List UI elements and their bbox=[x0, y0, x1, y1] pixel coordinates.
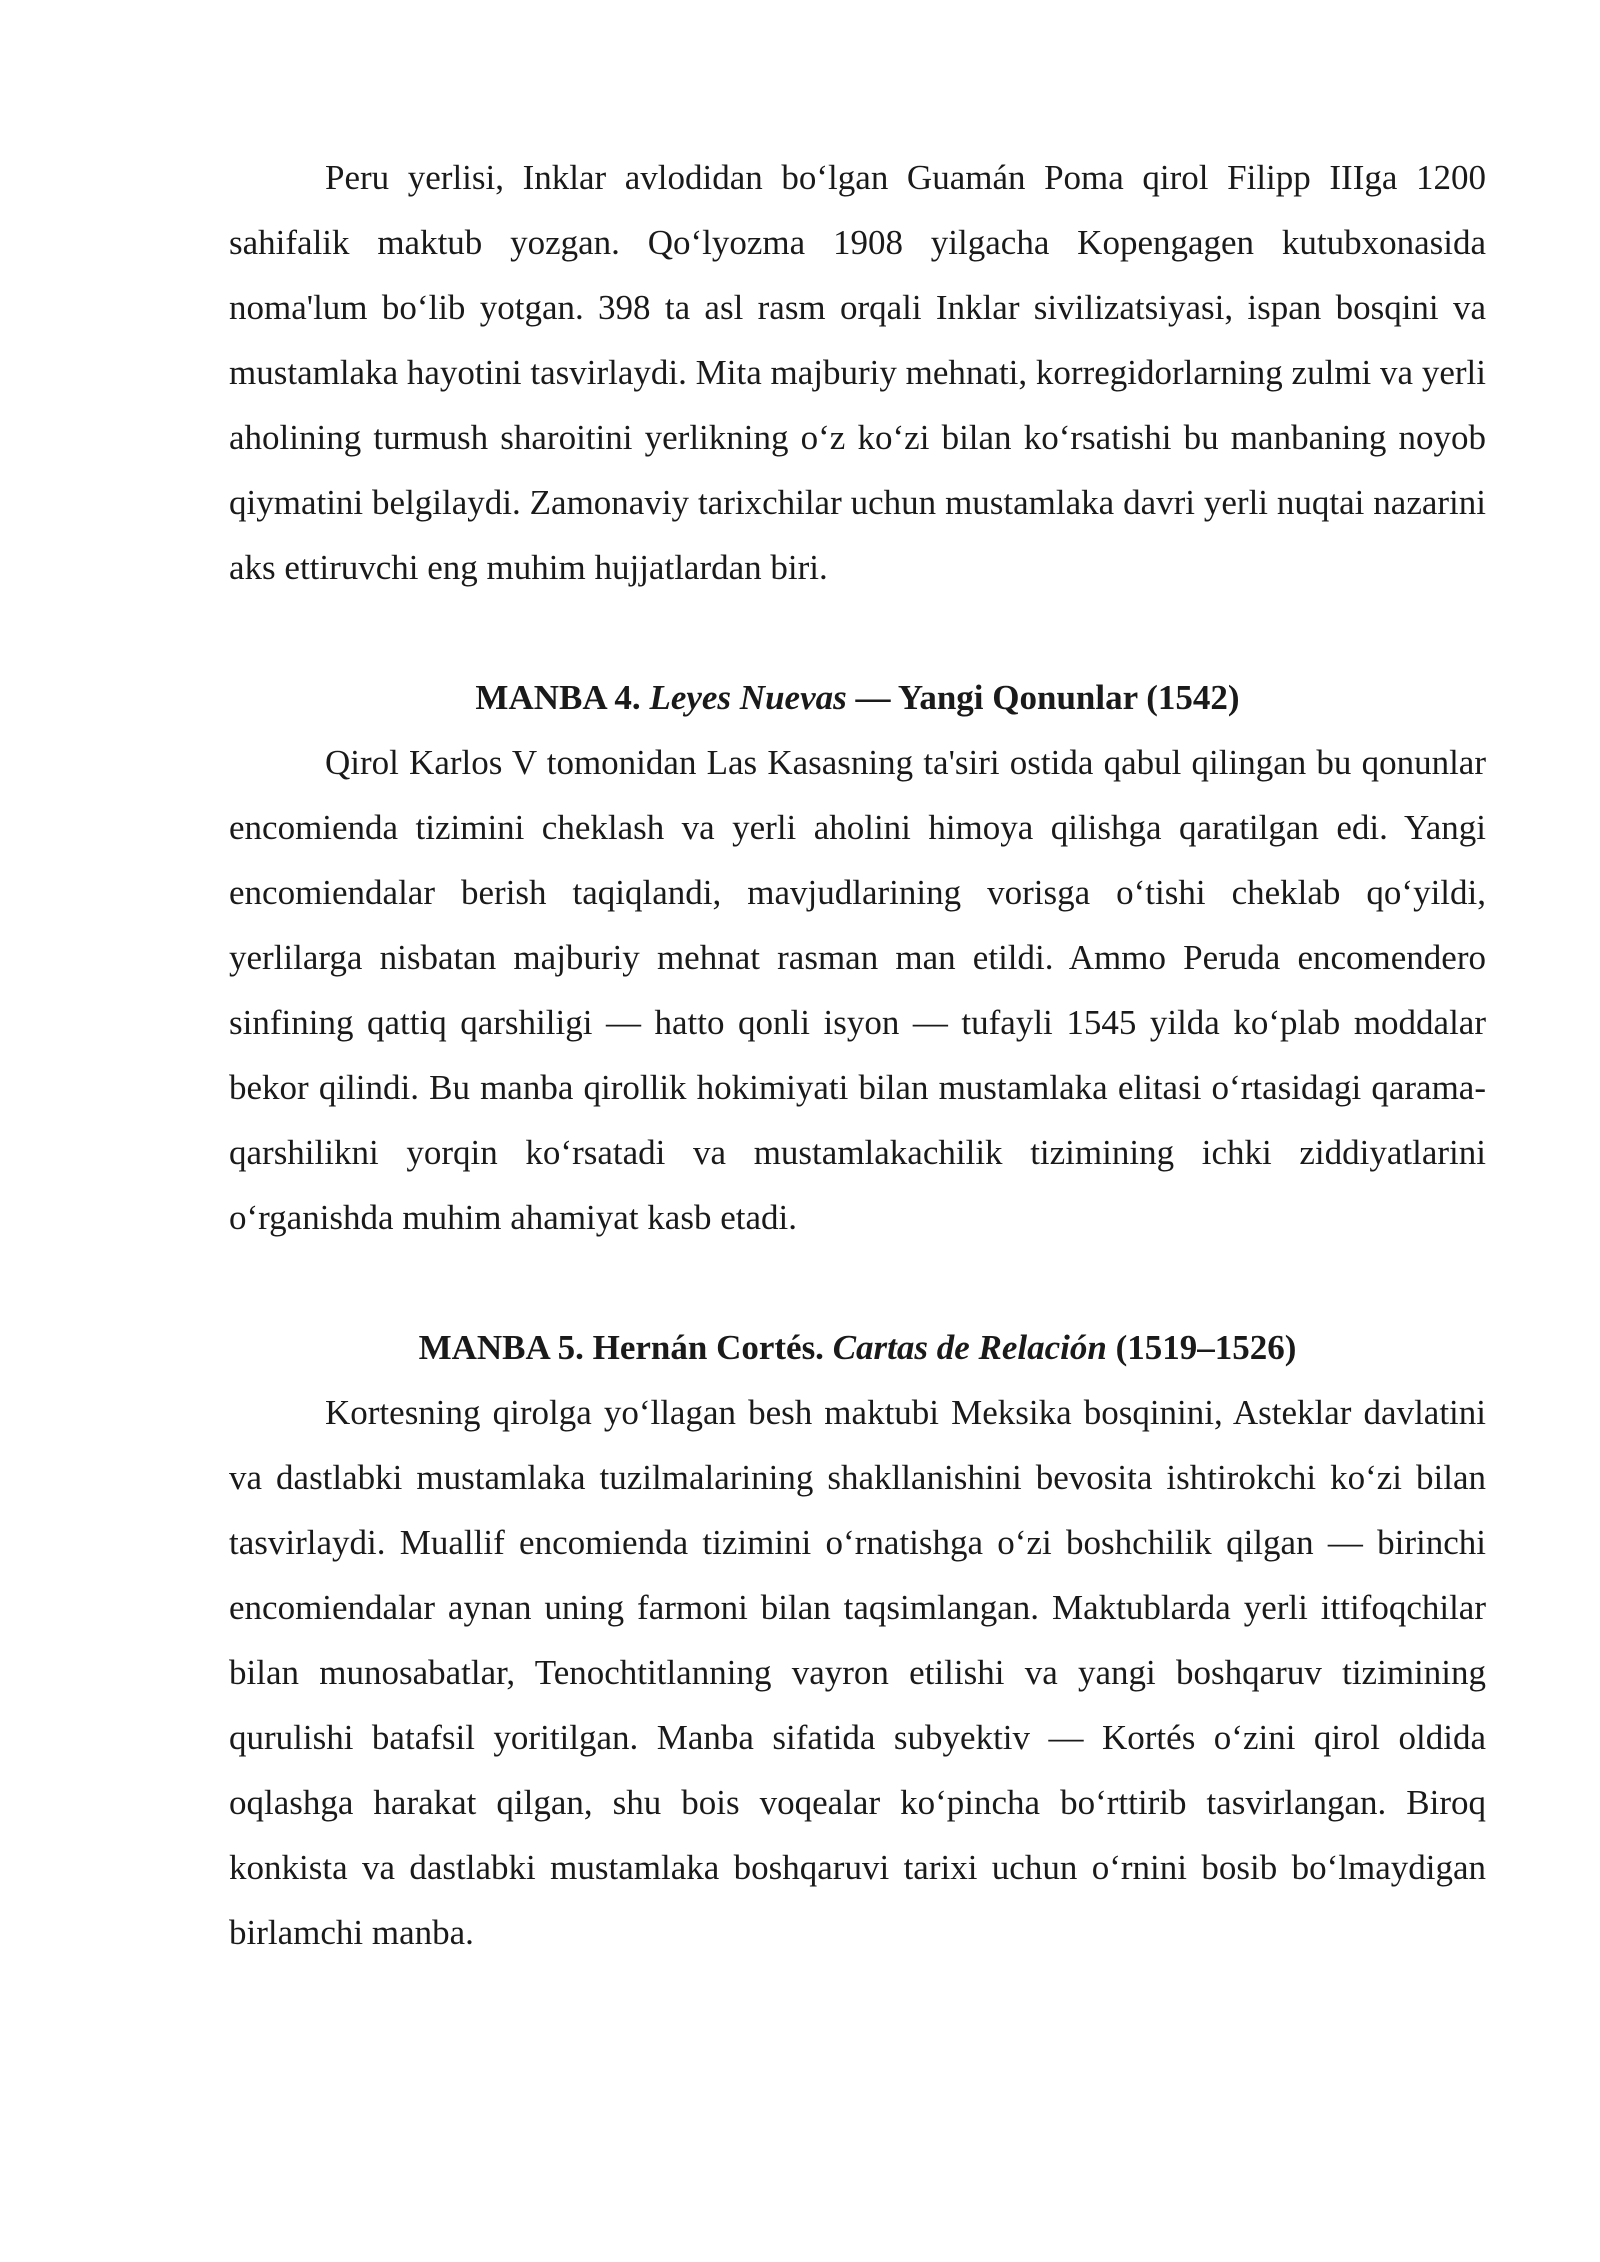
source5-heading bbox=[229, 1315, 1486, 1380]
source4-heading-title: Leyes Nuevas bbox=[649, 678, 847, 717]
source4-heading-prefix: MANBA 4. bbox=[475, 678, 650, 717]
source5-body: Kortesning qirolga yo‘llagan besh maktubi Meksika bosqinini, Asteklar davlatini va dastlabki mustamlaka tuzilmalarining shakllanishini bevosita ishtirokchi ko‘zi bilan tasvirlaydi. Muallif encomienda tizimini o‘rnatishga o‘zi boshchilik qilgan — birinchi encomiendalar aynan uning farmoni bilan taqsimlangan. Maktublarda yerli ittifoqchilar bilan munosabatlar, Tenochtitlanning vayron etilishi va yangi boshqaruv tizimining qurulishi batafsil yoritilgan. Manba sifatida subyektiv — Kortés o‘zini qirol oldida oqlashga harakat qilgan, shu bois voqealar ko‘pincha bo‘rttirib tasvirlangan. Biroq konkista va dastlabki mustamlaka boshqaruvi tarixi uchun o‘rnini bosib bo‘lmaydigan birlamchi manba. bbox=[229, 1393, 1486, 1952]
source5-heading-prefix: MANBA 5. Hernán Cortés. bbox=[418, 1328, 833, 1367]
source5-heading-suffix: (1519–1526) bbox=[1106, 1328, 1297, 1367]
section-spacer bbox=[229, 600, 1486, 665]
intro-paragraph: Peru yerlisi, Inklar avlodidan bo‘lgan Guamán Poma qirol Filipp IIIga 1200 sahifalik maktub yozgan. Qo‘lyozma 1908 yilgacha Kopengagen kutubxonasida noma'lum bo‘lib yotgan. 398 ta asl rasm orqali Inklar sivilizatsiyasi, ispan bosqini va mustamlaka hayotini tasvirlaydi. Mita majburiy mehnati, korregidorlarning zulmi va yerli aholining turmush sharoitini yerlikning o‘z ko‘zi bilan ko‘rsatishi bu manbaning noyob qiymatini belgilaydi. Zamonaviy tarixchilar uchun mustamlaka davri yerli nuqtai nazarini aks ettiruvchi eng muhim hujjatlardan biri. bbox=[229, 158, 1486, 587]
source4-body: Qirol Karlos V tomonidan Las Kasasning ta'siri ostida qabul qilingan bu qonunlar encomienda tizimini cheklash va yerli aholini himoya qilishga qaratilgan edi. Yangi encomiendalar berish taqiqlandi, mavjudlarining vorisga o‘tishi cheklab qo‘yildi, yerlilarga nisbatan majburiy mehnat rasman man etildi. Ammo Peruda encomendero sinfining qattiq qarshiligi — hatto qonli isyon — tufayli 1545 yilda ko‘plab moddalar bekor qilindi. Bu manba qirollik hokimiyati bilan mustamlaka elitasi o‘rtasidagi qarama-qarshilikni yorqin ko‘rsatadi va mustamlakachilik tizimining ichki ziddiyatlarini o‘rganishda muhim ahamiyat kasb etadi. bbox=[229, 743, 1486, 1237]
source5-heading-title: Cartas de Relación bbox=[832, 1328, 1107, 1367]
source4-heading bbox=[229, 665, 1486, 730]
section-spacer bbox=[229, 1250, 1486, 1315]
source4-heading-suffix: — Yangi Qonunlar (1542) bbox=[846, 678, 1240, 717]
document-page bbox=[229, 145, 1486, 1965]
